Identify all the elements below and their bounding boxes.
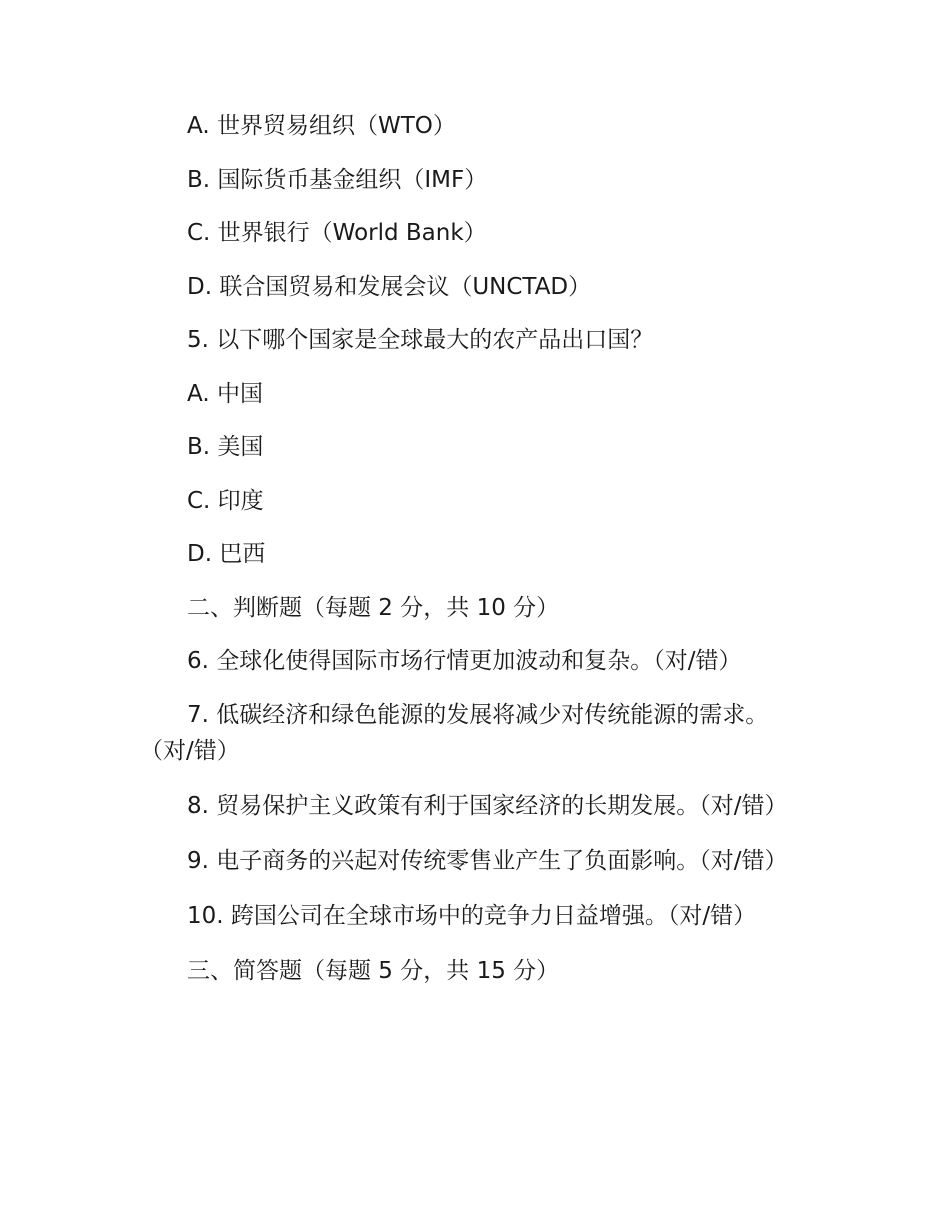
question-6: 6. 全球化使得国际市场行情更加波动和复杂。（对/错） <box>187 648 742 674</box>
question-10: 10. 跨国公司在全球市场中的竞争力日益增强。（对/错） <box>187 902 757 929</box>
section-heading-true-false: 二、判断题（每题 2 分，共 10 分） <box>187 594 560 621</box>
q4-option-b: B. 国际货币基金组织（IMF） <box>187 166 488 193</box>
q5-option-c: C. 印度 <box>187 487 264 514</box>
q4-option-d: D. 联合国贸易和发展会议（UNCTAD） <box>187 273 592 300</box>
q4-option-c: C. 世界银行（World Bank） <box>187 220 487 246</box>
q5-option-d: D. 巴西 <box>187 541 266 567</box>
q4-option-a: A. 世界贸易组织（WTO） <box>187 113 456 139</box>
q5-option-b: B. 美国 <box>187 434 264 460</box>
question-7: 7. 低碳经济和绿色能源的发展将减少对传统能源的需求。（对/错） <box>140 701 769 764</box>
question-8: 8. 贸易保护主义政策有利于国家经济的长期发展。（对/错） <box>187 792 788 819</box>
question-5: 5. 以下哪个国家是全球最大的农产品出口国？ <box>187 327 654 353</box>
question-9: 9. 电子商务的兴起对传统零售业产生了负面影响。（对/错） <box>187 847 788 874</box>
section-heading-short-answer: 三、简答题（每题 5 分，共 15 分） <box>187 957 560 984</box>
q5-option-a: A. 中国 <box>187 380 263 407</box>
document-body <box>140 108 805 1006</box>
